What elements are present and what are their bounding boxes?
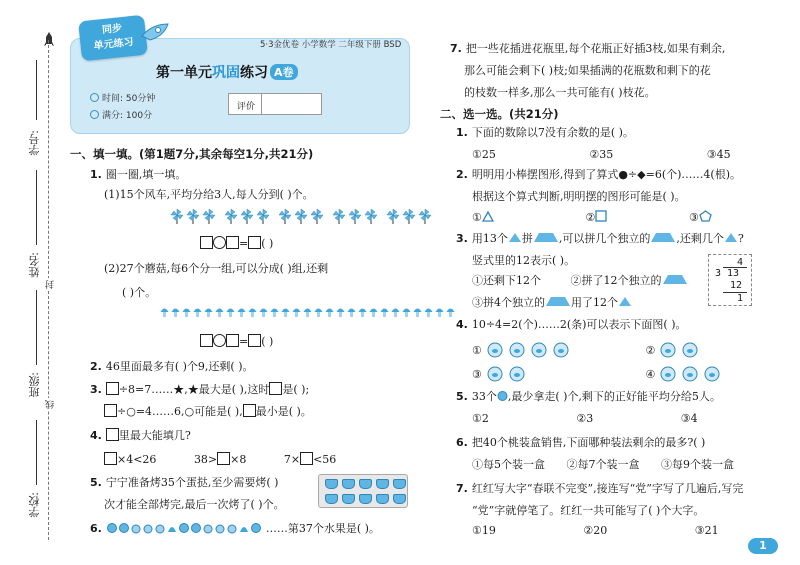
fishbowl-icon xyxy=(658,342,702,358)
fishbowl-icon xyxy=(485,342,573,358)
answer-circle[interactable] xyxy=(213,236,226,249)
q-text: 宁宁准备烤35个蛋挞,至少需要烤( ) xyxy=(105,476,279,489)
q1-1-equation-1: = ( ) xyxy=(200,236,273,251)
mushroom-icon xyxy=(160,306,169,318)
option-label: ① xyxy=(472,211,482,224)
fishbowl-icon xyxy=(485,366,529,382)
series-info: 5·3金优卷 小学数学 二年级下册 BSD xyxy=(260,40,402,50)
option-label: ④ xyxy=(645,368,656,381)
q2-3-options-row1 xyxy=(472,274,688,288)
student-id-blank[interactable] xyxy=(36,60,37,120)
q-num: 5. xyxy=(90,476,102,489)
option-3[interactable] xyxy=(472,296,632,309)
q-num: 4. xyxy=(456,318,468,331)
mushroom-icon xyxy=(204,306,213,318)
mushroom-icon xyxy=(281,306,290,318)
egg-tart-icon xyxy=(393,479,406,489)
answer-box xyxy=(106,428,119,441)
q-num: 2. xyxy=(456,168,468,181)
answer-box[interactable] xyxy=(248,334,261,347)
q-num: 3. xyxy=(90,383,102,396)
q-text: 拼 xyxy=(521,232,533,245)
q-num: 2. xyxy=(90,360,102,373)
mushroom-icon xyxy=(358,306,367,318)
answer-box[interactable] xyxy=(226,334,239,347)
egg-tart-icon xyxy=(376,479,389,489)
option-label: ② xyxy=(645,344,656,357)
q2-2-line1 xyxy=(456,168,741,182)
q1-1-sub2b: ( )个。 xyxy=(122,286,157,299)
trapezoid-icon xyxy=(650,232,676,243)
q-num: 3. xyxy=(456,232,468,245)
option-3[interactable]: ③每9个装一盒 xyxy=(661,458,734,471)
option-label: ① xyxy=(472,344,482,357)
option-1[interactable]: ①2 xyxy=(472,412,489,425)
option-label: 用了12个 xyxy=(571,296,618,309)
section-1-title: 一、填一填。(第1题7分,其余每空1分,共21分) xyxy=(70,147,314,161)
sync-practice-badge xyxy=(78,15,148,62)
page-title xyxy=(156,62,298,82)
division-quotient: 4 xyxy=(737,257,744,268)
q-text: 33个 xyxy=(471,390,497,403)
egg-tart-icon xyxy=(376,494,389,504)
score-text: 满分: 100分 xyxy=(102,111,153,121)
mushroom-icon xyxy=(171,306,180,318)
q-text: 是( ); xyxy=(282,383,310,396)
eq-tail: ( ) xyxy=(261,237,274,250)
q1-4-expressions xyxy=(104,452,370,467)
q1-7-line3: 的枝数一样多,那么一共可能有( )枝花。 xyxy=(464,86,656,99)
q2-1-options xyxy=(472,148,765,162)
rocket-icon xyxy=(140,22,170,42)
q-text: ……第37个水果是( )。 xyxy=(265,522,380,535)
badge-line-1: 同步 xyxy=(101,23,123,37)
option-1[interactable]: ①还剩下12个 xyxy=(472,274,541,287)
q-num: 1. xyxy=(456,126,468,139)
q-text: 46里面最多有( )个9,还剩( )。 xyxy=(105,360,254,373)
q-num: 7. xyxy=(450,42,462,55)
option-3[interactable]: ③45 xyxy=(706,148,731,161)
pinwheel-icon xyxy=(202,208,216,224)
option-2[interactable]: ②每7个装一盒 xyxy=(566,458,640,471)
clock-icon xyxy=(90,93,99,102)
score-info xyxy=(90,108,152,121)
q2-1 xyxy=(456,126,634,140)
pinwheel-icon xyxy=(386,208,400,224)
binding-strip xyxy=(0,0,58,565)
mushroom-icon xyxy=(369,306,378,318)
egg-tart-icon xyxy=(342,479,355,489)
answer-box[interactable] xyxy=(226,236,239,249)
q-num: 4. xyxy=(90,429,102,442)
mushroom-icon xyxy=(435,306,444,318)
q2-2-line2: 根据这个算式判断,明明摆的图形可能是( )。 xyxy=(472,190,686,203)
pinwheel-icon xyxy=(402,208,416,224)
option-label: ③ xyxy=(472,368,482,381)
q-text: 10÷4=2(个)……2(条)可以表示下面图( )。 xyxy=(471,318,687,331)
mushroom-icon xyxy=(424,306,433,318)
option-4[interactable] xyxy=(646,368,725,381)
mushroom-icon xyxy=(402,306,411,318)
q2-3-options-row2 xyxy=(472,296,632,310)
pinwheel-icon xyxy=(348,208,362,224)
division-product: 12 xyxy=(730,280,743,291)
q-num: 5. xyxy=(456,390,468,403)
option-label: ②拼了12个独立的 xyxy=(570,274,662,287)
mushroom-icon xyxy=(347,306,356,318)
division-remainder: 1 xyxy=(737,293,744,304)
q1-1-sub1: (1)15个风车,平均分给3人,每人分到( )个。 xyxy=(104,188,314,201)
option-1[interactable]: ①19 xyxy=(472,524,496,537)
option-2[interactable] xyxy=(571,274,688,287)
fruit-icons xyxy=(106,522,266,534)
mushroom-icon xyxy=(380,306,389,318)
pentagon-icon xyxy=(699,210,712,222)
expr-1: ×4<26 xyxy=(117,453,157,466)
q-text: ? xyxy=(737,232,744,245)
evaluation-box[interactable] xyxy=(228,93,322,115)
q1-7-line1 xyxy=(450,42,725,56)
title-highlight: 巩固 xyxy=(212,65,240,81)
pinwheel-icon xyxy=(256,208,270,224)
fishbowl-group xyxy=(482,368,529,381)
q1-3-line2 xyxy=(104,404,312,419)
student-id-label: 学号: xyxy=(28,130,41,156)
triangle-icon xyxy=(482,211,494,222)
q2-3-line1 xyxy=(456,232,744,246)
q-num: 6. xyxy=(456,436,468,449)
q1-1-sub2a: (2)27个蘑菇,每6个分一组,可以分成( )组,还剩 xyxy=(104,262,329,275)
q-text: 圈一圈,填一填。 xyxy=(105,168,187,181)
answer-box xyxy=(104,404,117,417)
division-dividend: 3 13 xyxy=(715,268,740,279)
fishbowl-group xyxy=(655,368,724,381)
egg-tart-icon xyxy=(393,494,406,504)
eq-tail: ( ) xyxy=(261,335,274,348)
candy-icon xyxy=(497,390,508,402)
option-label: ② xyxy=(585,211,596,224)
q1-6 xyxy=(90,522,380,536)
evaluation-label: 评价 xyxy=(237,102,256,112)
class-blank[interactable] xyxy=(36,290,37,365)
pinwheel-icon xyxy=(240,208,254,224)
name-label: 姓名: xyxy=(28,252,41,278)
mushroom-icon xyxy=(270,306,279,318)
pinwheel-icon xyxy=(418,208,432,224)
q-text: 把一些花插进花瓶里,每个花瓶正好插3枝,如果有剩余, xyxy=(465,42,726,55)
fishbowl-group xyxy=(655,344,702,357)
mushroom-icon xyxy=(248,306,257,318)
option-label: ③ xyxy=(689,211,699,224)
mushroom-icon xyxy=(259,306,268,318)
egg-tart-icon xyxy=(359,479,372,489)
option-3[interactable] xyxy=(689,211,712,224)
q-text: 里最大能填几? xyxy=(118,429,191,442)
option-2[interactable]: ②3 xyxy=(576,412,594,425)
q-text: ,还剩几个 xyxy=(676,232,724,245)
q-text: 下面的数除以7没有余数的是( )。 xyxy=(471,126,634,139)
q-text: 用13个 xyxy=(471,232,508,245)
q2-6 xyxy=(456,436,705,450)
answer-box xyxy=(243,404,256,417)
mushroom-icon xyxy=(292,306,301,318)
pinwheel-icon xyxy=(310,208,324,224)
pinwheel-icon xyxy=(224,208,238,224)
trapezoid-icon xyxy=(662,274,688,285)
fishbowl-group xyxy=(482,344,573,357)
answer-circle[interactable] xyxy=(213,334,226,347)
q-text: 把40个桃装盒销售,下面哪种装法剩余的最多?( ) xyxy=(471,436,706,449)
q-text: 明明用小棒摆图形,得到了算式●÷◆=6(个)……4(根)。 xyxy=(471,168,741,181)
q2-4-options-row1 xyxy=(472,342,702,358)
triangle-icon xyxy=(508,232,522,243)
option-3[interactable]: ③21 xyxy=(694,524,719,537)
expr-3a: 7× xyxy=(283,453,301,466)
q1-7-line2: 那么可能会剩下( )枝;如果插满的花瓶数和剩下的花 xyxy=(464,64,711,77)
mushroom-icon xyxy=(325,306,334,318)
answer-box xyxy=(269,382,282,395)
q-text: ÷8=7……★,★最大是( ),这时 xyxy=(118,383,270,396)
pinwheel-icon xyxy=(186,208,200,224)
option-1[interactable]: ①每5个装一盒 xyxy=(472,458,545,471)
q-text: ,可以拼几个独立的 xyxy=(558,232,651,245)
q2-6-options xyxy=(472,458,768,472)
egg-tart-icon xyxy=(325,479,338,489)
q2-7-line2: “党”字就停笔了。红红一共可能写了( )个大字。 xyxy=(472,504,705,517)
q-text: ,最少拿走( )个,剩下的正好能平均分给5人。 xyxy=(507,390,721,403)
expr-3b: <56 xyxy=(313,453,337,466)
option-2[interactable]: ②35 xyxy=(589,148,614,161)
option-2[interactable] xyxy=(646,344,703,357)
trapezoid-icon xyxy=(545,296,571,307)
badge-line-2: 单元练习 xyxy=(93,36,135,53)
long-division xyxy=(708,254,752,306)
q-text: 最小是( )。 xyxy=(255,405,312,418)
q2-5 xyxy=(456,390,721,404)
answer-box[interactable] xyxy=(300,452,313,465)
q2-4-options-row2 xyxy=(472,366,724,382)
answer-box[interactable] xyxy=(200,236,213,249)
section-2-title: 二、选一选。(共21分) xyxy=(440,107,559,121)
pinwheel-icon xyxy=(294,208,308,224)
q2-2-options xyxy=(472,210,712,225)
expr-2b: ×8 xyxy=(230,453,247,466)
answer-box[interactable] xyxy=(104,452,117,465)
q2-4 xyxy=(456,318,687,332)
q2-3-line2: 竖式里的12表示( )。 xyxy=(472,254,576,267)
time-info xyxy=(90,91,155,104)
q-num: 6. xyxy=(90,522,102,535)
mushroom-icon xyxy=(413,306,422,318)
q1-1-equation-2: = ( ) xyxy=(200,334,273,349)
fishbowl-icon xyxy=(658,366,724,382)
q2-7-line1 xyxy=(456,482,743,496)
school-label: 学校: xyxy=(28,492,41,518)
cut-char-1: 封 xyxy=(46,280,56,289)
school-blank[interactable] xyxy=(36,420,37,485)
option-2[interactable] xyxy=(586,210,686,225)
q-text: 红红写大字“春联不完变”,接连写“党”字写了几遍后,写完 xyxy=(471,482,744,495)
title-suffix: 练习 xyxy=(240,65,268,81)
q1-3-line1 xyxy=(90,382,309,397)
answer-box[interactable] xyxy=(248,236,261,249)
cut-char-2: 线 xyxy=(46,400,56,409)
pinwheel-icon xyxy=(170,208,184,224)
egg-tart-icon xyxy=(342,494,355,504)
triangle-icon xyxy=(724,232,738,243)
mushroom-icon xyxy=(336,306,345,318)
title-tag-a: A卷 xyxy=(270,64,298,80)
option-label: ③拼4个独立的 xyxy=(472,296,545,309)
q1-1 xyxy=(90,168,186,182)
q2-7-options xyxy=(472,524,753,538)
rocket-icon xyxy=(44,32,54,48)
fruit-sequence xyxy=(106,522,266,534)
mushroom-icon xyxy=(303,306,312,318)
q2-5-options xyxy=(472,412,732,426)
q1-5-line2: 次才能全部烤完,最后一次烤了( )个。 xyxy=(104,498,285,511)
pinwheel-icon xyxy=(332,208,346,224)
q-num: 1. xyxy=(90,168,102,181)
mushroom-icon xyxy=(314,306,323,318)
answer-box xyxy=(106,382,119,395)
page-number: 1 xyxy=(748,538,778,554)
name-blank[interactable] xyxy=(36,170,37,245)
expr-2a: 38> xyxy=(193,453,218,466)
mushroom-icon xyxy=(391,306,400,318)
egg-tart-icon xyxy=(359,494,372,504)
q-num: 7. xyxy=(456,482,468,495)
option-1[interactable] xyxy=(472,342,642,358)
mushroom-group xyxy=(160,306,455,318)
option-3[interactable] xyxy=(472,366,642,382)
mushroom-icon xyxy=(446,306,455,318)
q-text: ÷○=4……6,○可能是( ), xyxy=(117,405,243,418)
pinwheel-icon xyxy=(278,208,292,224)
option-1[interactable]: ①25 xyxy=(472,148,496,161)
triangle-icon xyxy=(618,296,632,307)
mushroom-icon xyxy=(215,306,224,318)
star-icon xyxy=(90,110,99,119)
egg-tart-tray xyxy=(318,474,408,508)
egg-tart-icon xyxy=(325,494,338,504)
q1-2 xyxy=(90,360,254,374)
option-1[interactable] xyxy=(472,211,582,225)
mushroom-icon xyxy=(237,306,246,318)
pinwheel-group xyxy=(170,208,438,224)
title-prefix: 第一单元 xyxy=(156,65,212,81)
mushroom-icon xyxy=(193,306,202,318)
q1-5-line1 xyxy=(90,476,278,490)
time-text: 时间: 50分钟 xyxy=(102,94,156,104)
mushroom-icon xyxy=(182,306,191,318)
square-icon xyxy=(595,210,607,222)
class-label: 班级: xyxy=(28,372,41,398)
q1-4 xyxy=(90,428,191,443)
answer-box[interactable] xyxy=(200,334,213,347)
option-3[interactable]: ③4 xyxy=(680,412,698,425)
answer-box[interactable] xyxy=(217,452,230,465)
pinwheel-icon xyxy=(364,208,378,224)
trapezoid-icon xyxy=(533,232,559,243)
option-2[interactable]: ②20 xyxy=(583,524,608,537)
mushroom-icon xyxy=(226,306,235,318)
